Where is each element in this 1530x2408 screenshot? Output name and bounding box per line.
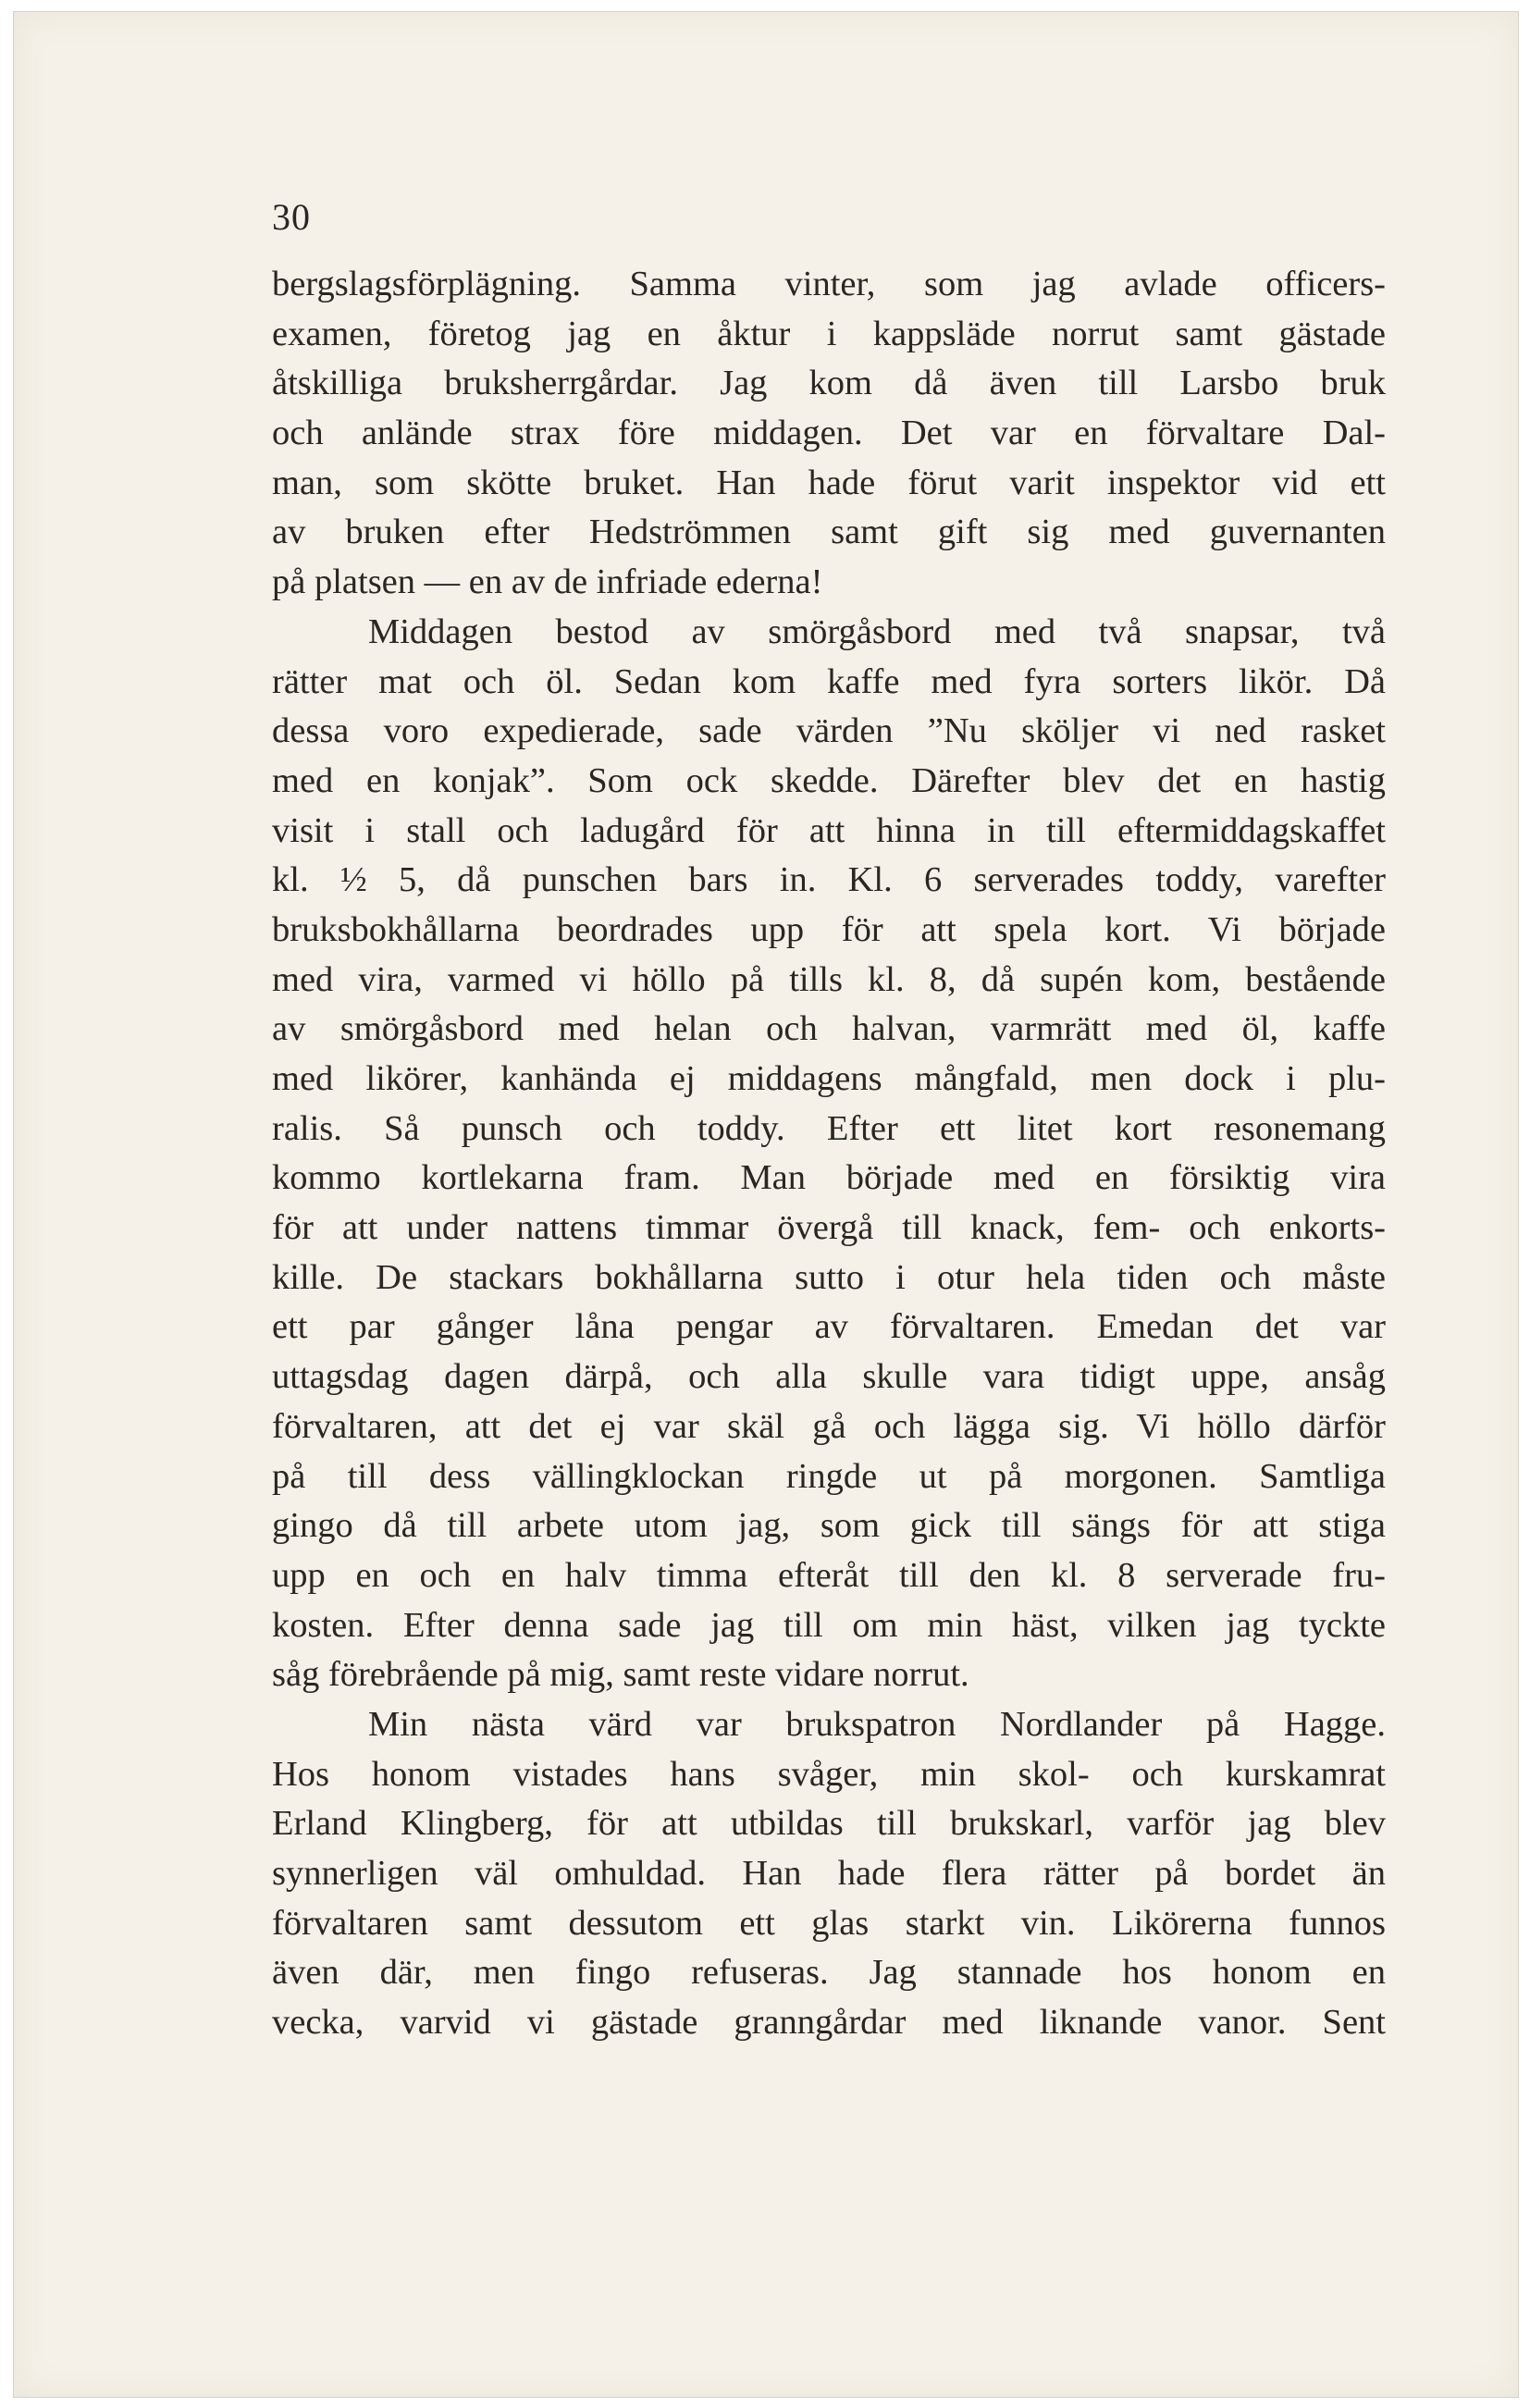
page-number: 30 <box>272 196 311 238</box>
text-line: dessa voro expedierade, sade värden ”Nu sköljer vi ned rasket <box>272 711 1386 751</box>
text-line: och anlände strax före middagen. Det var en förvaltare Dal- <box>272 414 1386 453</box>
text-line: med likörer, kanhända ej middagens mångfald, men dock i plu- <box>272 1059 1386 1098</box>
text-line: ralis. Så punsch och toddy. Efter ett litet kort resonemang <box>272 1108 1386 1148</box>
text-line: åtskilliga bruksherrgårdar. Jag kom då även till Larsbo bruk <box>272 364 1386 403</box>
text-line: Erland Klingberg, för att utbildas till brukskarl, varför jag blev <box>272 1804 1386 1844</box>
text-line: med en konjak”. Som ock skedde. Därefter blev det en hastig <box>272 760 1386 800</box>
text-line: vecka, varvid vi gästade granngårdar med liknande vanor. Sent <box>272 2003 1386 2043</box>
text-line: för att under nattens timmar övergå till knack, fem- och enkorts- <box>272 1208 1386 1248</box>
text-line: kosten. Efter denna sade jag till om min häst, vilken jag tyckte <box>272 1605 1386 1645</box>
text-line: uttagsdag dagen därpå, och alla skulle vara tidigt uppe, ansåg <box>272 1357 1386 1397</box>
text-line: rätter mat och öl. Sedan kom kaffe med fyra sorters likör. Då <box>272 661 1386 701</box>
body-text <box>272 260 1386 2048</box>
text-line: förvaltaren samt dessutom ett glas starkt vin. Likörerna funnos <box>272 1903 1386 1943</box>
text-line: upp en och en halv timma efteråt till den kl. 8 serverade fru- <box>272 1555 1386 1595</box>
text-line: med vira, varmed vi höllo på tills kl. 8, då supén kom, bestående <box>272 959 1386 999</box>
text-line: bruksbokhållarna beordrades upp för att spela kort. Vi började <box>272 909 1386 949</box>
text-line: av smörgåsbord med helan och halvan, varmrätt med öl, kaffe <box>272 1009 1386 1049</box>
text-line: ett par gånger låna pengar av förvaltaren. Emedan det var <box>272 1307 1386 1347</box>
text-line: kille. De stackars bokhållarna sutto i otur hela tiden och måste <box>272 1257 1386 1297</box>
text-line: examen, företog jag en åktur i kappsläde norrut samt gästade <box>272 314 1386 353</box>
text-line: på till dess vällingklockan ringde ut på morgonen. Samtliga <box>272 1456 1386 1496</box>
book-page <box>13 11 1519 2398</box>
text-line: kommo kortlekarna fram. Man började med en försiktig vira <box>272 1158 1386 1198</box>
text-line: bergslagsförplägning. Samma vinter, som jag avlade officers- <box>272 265 1386 303</box>
text-line: kl. ½ 5, då punschen bars in. Kl. 6 serverades toddy, varefter <box>272 860 1386 900</box>
text-line: såg förebrående på mig, samt reste vidare norrut. <box>272 1655 969 1695</box>
text-line: Min nästa värd var brukspatron Nordlander på Hagge. <box>368 1704 1386 1744</box>
text-line: man, som skötte bruket. Han hade förut varit inspektor vid ett <box>272 463 1386 502</box>
text-line: gingo då till arbete utom jag, som gick till sängs för att stiga <box>272 1506 1386 1546</box>
text-line: på platsen — en av de infriade ederna! <box>272 562 823 602</box>
text-line: förvaltaren, att det ej var skäl gå och lägga sig. Vi höllo därför <box>272 1406 1386 1446</box>
text-line: Middagen bestod av smörgåsbord med två snapsar, två <box>368 611 1386 651</box>
text-line: Hos honom vistades hans svåger, min skol- och kurskamrat <box>272 1754 1386 1794</box>
text-line: av bruken efter Hedströmmen samt gift sig med guvernanten <box>272 512 1386 552</box>
text-line: visit i stall och ladugård för att hinna in till eftermiddagskaffet <box>272 810 1386 850</box>
text-line: synnerligen väl omhuldad. Han hade flera rätter på bordet än <box>272 1854 1386 1893</box>
text-line: även där, men fingo refuseras. Jag stannade hos honom en <box>272 1953 1386 1993</box>
